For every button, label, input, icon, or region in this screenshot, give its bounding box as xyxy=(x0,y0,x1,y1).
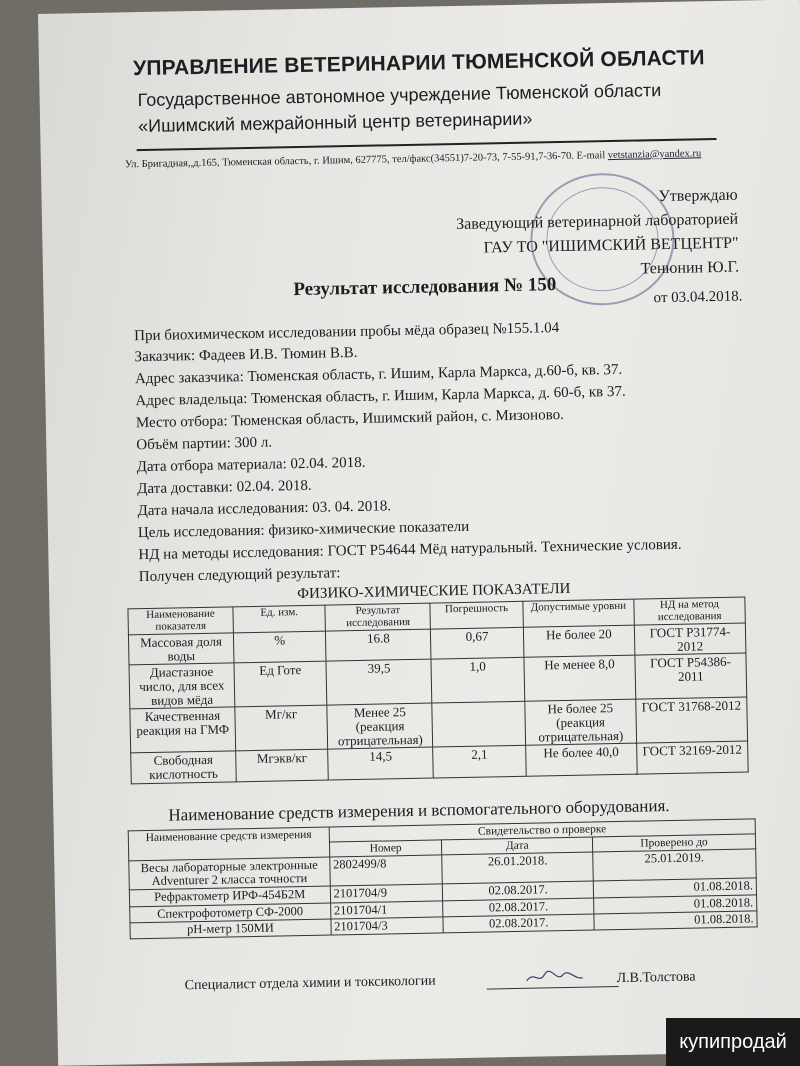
detail-line: Объём партии: 300 л. xyxy=(136,434,273,454)
table-cell: Не более 20 xyxy=(523,625,635,657)
table-cell: 26.01.2018. xyxy=(442,852,593,884)
approval-line-3: ГАУ ТО "ИШИМСКИЙ ВЕТЦЕНТР" xyxy=(483,234,739,257)
handwritten-signature xyxy=(486,965,618,988)
table-cell: Рефрактометр ИРФ-454Б2М xyxy=(129,886,330,906)
detail-line: Дата доставки: 02.04. 2018. xyxy=(136,477,312,498)
signer-name: Л.В.Толстова xyxy=(616,969,696,987)
table-cell: 2802499/8 xyxy=(329,855,442,886)
table2-title: Наименование средств измерения и вспомогательного оборудования. xyxy=(168,796,670,825)
col-header: Результат исследования xyxy=(325,603,430,631)
detail-line: Получен следующий результат: xyxy=(138,565,341,586)
table-cell: ГОСТ Р54386-2011 xyxy=(635,653,747,699)
col-header: Наименование средств измерения xyxy=(128,827,329,861)
table1-title: ФИЗИКО-ХИМИЧЕСКИЕ ПОКАЗАТЕЛИ xyxy=(297,580,571,603)
watermark-logo: купипродай xyxy=(666,1018,800,1066)
org-address xyxy=(125,148,701,170)
table-cell: ГОСТ 32169-2012 xyxy=(637,741,749,773)
equipment-table xyxy=(128,818,758,939)
table-cell: Не более 25 (реакция отрицательная) xyxy=(525,699,637,745)
table-cell: 01.08.2018. xyxy=(594,910,757,929)
org-subtitle-2: «Ишимский межрайонный центр ветеринарии» xyxy=(137,108,533,137)
table-cell: 1,0 xyxy=(431,658,524,704)
table-cell: 39,5 xyxy=(326,659,432,705)
table-cell: Весы лабораторные электронные Adventurer 2 класса точности xyxy=(129,857,330,890)
table-cell: 2101704/1 xyxy=(330,900,443,918)
approval-line-2: Заведующий ветеринарной лабораторией xyxy=(456,210,739,234)
table-cell xyxy=(432,702,525,748)
col-header: Наименование показателя xyxy=(128,607,233,635)
address-text: Ул. Бригадная,,д.165, Тюменская область, г. Ишим, 627775, тел/факс(34551)7-20-73, 7-55-91,7-36-70. E-mail xyxy=(124,150,606,171)
table-cell: Не более 40,0 xyxy=(525,743,637,775)
col-header: Допустимые уровни xyxy=(523,599,635,627)
table-cell: Менее 25 (реакция отрицательная) xyxy=(327,703,433,749)
table-cell: 02.08.2017. xyxy=(443,897,594,916)
detail-line: Адрес владельца: Тюменская область, г. Ишим, Карла Маркса, д. 60-б, кв 37. xyxy=(135,383,626,410)
detail-line: При биохимическом исследовании пробы мёда образец №155.1.04 xyxy=(134,320,560,345)
table-cell: 2101704/3 xyxy=(331,917,444,935)
table-cell: Не менее 8,0 xyxy=(524,656,636,702)
table-cell: 02.08.2017. xyxy=(443,881,594,900)
approval-line-4: Тенюнин Ю.Г. xyxy=(640,258,740,278)
table-cell: 14,5 xyxy=(328,747,433,779)
document-page xyxy=(38,0,800,1066)
detail-line: Заказчик: Фадеев И.В. Тюмин В.В. xyxy=(134,344,358,366)
col-header: Дата xyxy=(442,837,593,855)
email-link[interactable]: vetstanzia@yandex.ru xyxy=(607,148,702,162)
signature-label: Специалист отдела химии и токсикологии xyxy=(184,973,436,994)
col-header: Номер xyxy=(329,840,442,857)
col-header: Ед. изм. xyxy=(233,605,326,633)
table-cell: Свободная кислотность xyxy=(131,751,236,783)
table-cell: 01.08.2018. xyxy=(594,894,757,913)
table-cell: 2101704/9 xyxy=(330,884,443,902)
table-cell: 01.08.2018. xyxy=(593,878,756,897)
detail-line: Дата отбора материала: 02.04. 2018. xyxy=(136,454,366,476)
org-subtitle-1: Государственное автономное учреждение Тюменской области xyxy=(137,80,662,111)
table-cell: Спектрофотометр СФ-2000 xyxy=(130,903,331,923)
table-cell: % xyxy=(233,631,326,663)
detail-line: Дата начала исследования: 03. 04. 2018. xyxy=(137,498,392,520)
col-header: НД на метод исследования xyxy=(634,597,746,625)
table-cell: Диастазное число, для всех видов мёда xyxy=(129,663,235,709)
table-cell: 25.01.2019. xyxy=(593,849,757,881)
table-cell: Качественная реакция на ГМФ xyxy=(130,707,236,753)
org-main-title: УПРАВЛЕНИЕ ВЕТЕРИНАРИИ ТЮМЕНСКОЙ ОБЛАСТИ xyxy=(132,46,705,81)
table-cell: 0,67 xyxy=(431,627,524,659)
detail-line: Адрес заказчика: Тюменская область, г. Ишим, Карла Маркса, д.60-б, кв. 37. xyxy=(134,361,623,388)
table-cell: Мгэкв/кг xyxy=(236,749,329,781)
report-date: от 03.04.2018. xyxy=(653,288,743,307)
col-header: Погрешность xyxy=(430,601,523,629)
table-cell: ГОСТ Р31774-2012 xyxy=(634,623,746,655)
detail-line: Цель исследования: физико-химические показатели xyxy=(137,518,470,542)
detail-line: НД на методы исследования: ГОСТ Р54644 Мёд натуральный. Технические условия. xyxy=(138,536,682,564)
table-cell: ГОСТ 31768-2012 xyxy=(636,697,748,743)
table-cell: 2,1 xyxy=(433,745,526,777)
col-header: Проверено до xyxy=(592,834,755,852)
table-cell: Мг/кг xyxy=(235,705,328,751)
physchem-table xyxy=(127,597,748,784)
col-group-header: Свидетельство о проверке xyxy=(329,819,756,842)
table-cell: Массовая доля воды xyxy=(128,633,233,665)
approval-line-1: Утверждаю xyxy=(658,186,738,206)
table-cell: 02.08.2017. xyxy=(443,914,594,933)
table-cell: pH-метр 150МИ xyxy=(130,919,331,939)
table-cell: 16.8 xyxy=(326,629,431,661)
detail-line: Место отбора: Тюменская область, Ишимский район, с. Мизоново. xyxy=(135,406,565,432)
report-title: Результат исследования № 150 xyxy=(293,274,557,301)
table-cell: Ед Готе xyxy=(234,661,327,707)
